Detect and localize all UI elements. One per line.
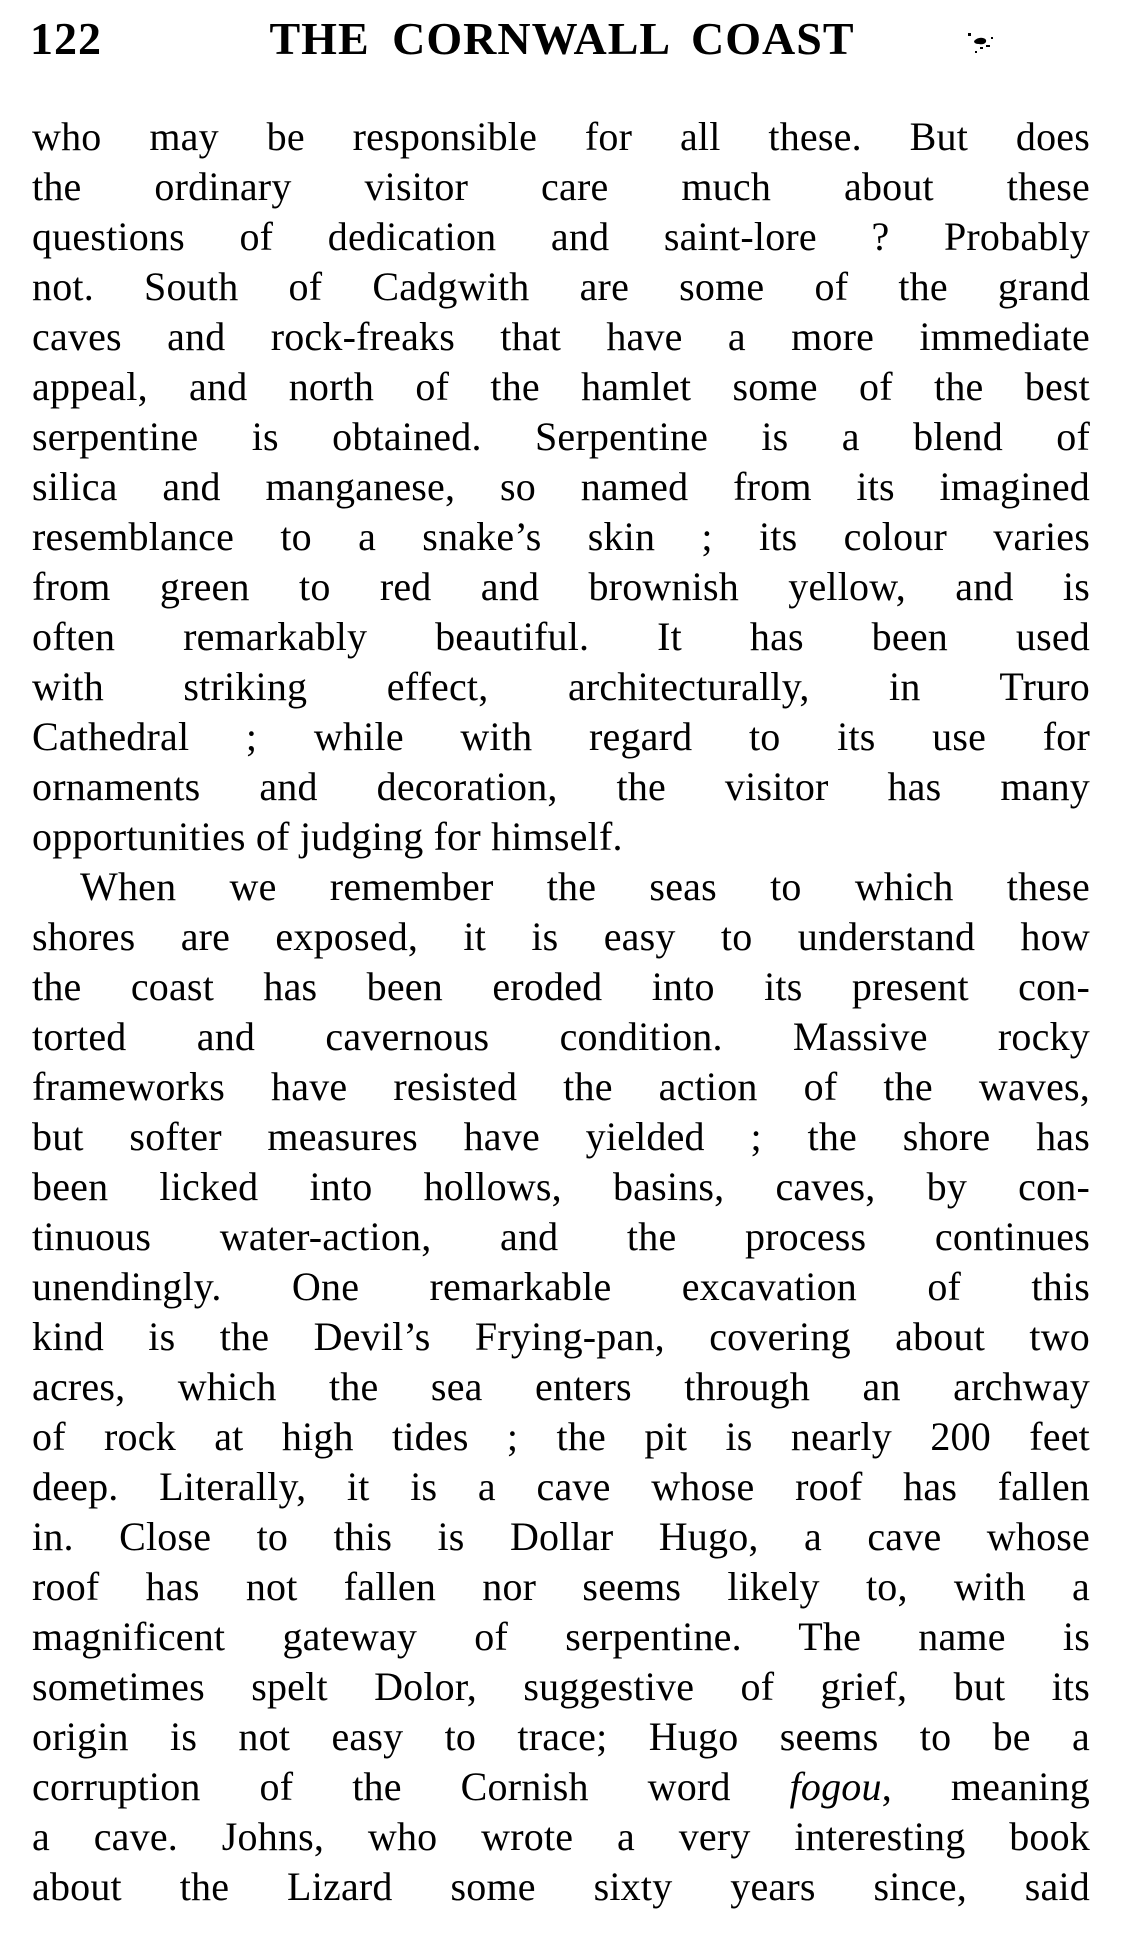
line-text: a cave. Johns, who wrote a very interesting book [32, 1814, 1090, 1859]
text-line [32, 1012, 1090, 1062]
line-text: magnificent gateway of serpentine. The name is [32, 1614, 1090, 1659]
line-text: opportunities of judging for himself. [32, 814, 623, 859]
line-text: with striking effect, architecturally, in Truro [32, 664, 1090, 709]
line-text: , meaning [881, 1764, 1090, 1809]
line-text: acres, which the sea enters through an archway [32, 1364, 1090, 1409]
line-text: frameworks have resisted the action of the waves, [32, 1064, 1090, 1109]
text-line [32, 212, 1090, 262]
text-line [32, 912, 1090, 962]
text-line [32, 562, 1090, 612]
text-line [32, 862, 1090, 912]
text-line [32, 1512, 1090, 1562]
line-text: often remarkably beautiful. It has been used [32, 614, 1090, 659]
line-text: serpentine is obtained. Serpentine is a blend of [32, 414, 1090, 459]
line-text: from green to red and brownish yellow, and is [32, 564, 1090, 609]
line-text: When we remember the seas to which these [80, 864, 1090, 909]
line-text: roof has not fallen nor seems likely to, with a [32, 1564, 1090, 1609]
line-text: the coast has been eroded into its present con- [32, 964, 1090, 1009]
text-line [32, 1562, 1090, 1612]
text-line [32, 362, 1090, 412]
text-line [32, 712, 1090, 762]
text-line [32, 662, 1090, 712]
line-text: shores are exposed, it is easy to understand how [32, 914, 1090, 959]
text-line [32, 1162, 1090, 1212]
line-text: origin is not easy to trace; Hugo seems to be a [32, 1714, 1090, 1759]
line-text: about the Lizard some sixty years since, said [32, 1864, 1090, 1909]
body-text [32, 112, 1090, 1912]
line-text: but softer measures have yielded ; the shore has [32, 1114, 1090, 1159]
line-text: unendingly. One remarkable excavation of this [32, 1264, 1090, 1309]
text-line [32, 1062, 1090, 1112]
page-number: 122 [30, 13, 102, 64]
line-text: in. Close to this is Dollar Hugo, a cave whose [32, 1514, 1090, 1559]
text-line [32, 1712, 1090, 1762]
text-line [32, 162, 1090, 212]
text-line [32, 1862, 1090, 1912]
text-line [32, 262, 1090, 312]
line-text: not. South of Cadgwith are some of the grand [32, 264, 1090, 309]
text-line [32, 1262, 1090, 1312]
line-text: kind is the Devil’s Frying-pan, covering about two [32, 1314, 1090, 1359]
text-line [32, 812, 1090, 862]
line-text: caves and rock-freaks that have a more immediate [32, 314, 1090, 359]
text-line [32, 1812, 1090, 1862]
line-text: tinuous water-action, and the process continues [32, 1214, 1090, 1259]
line-text: the ordinary visitor care much about these [32, 164, 1090, 209]
line-text: appeal, and north of the hamlet some of the best [32, 364, 1090, 409]
line-text: corruption of the Cornish word [32, 1764, 790, 1809]
text-line [32, 312, 1090, 362]
text-line [32, 512, 1090, 562]
line-text: sometimes spelt Dolor, suggestive of grief, but its [32, 1664, 1090, 1709]
text-line [32, 1462, 1090, 1512]
line-text: torted and cavernous condition. Massive rocky [32, 1014, 1090, 1059]
line-text: been licked into hollows, basins, caves, by con- [32, 1164, 1090, 1209]
line-text: resemblance to a snake’s skin ; its colour varies [32, 514, 1090, 559]
text-line [32, 762, 1090, 812]
line-text: deep. Literally, it is a cave whose roof has fallen [32, 1464, 1090, 1509]
line-text: of rock at high tides ; the pit is nearly 200 feet [32, 1414, 1090, 1459]
running-title: THE CORNWALL COAST [269, 13, 855, 64]
italic-word: fogou [789, 1764, 882, 1809]
text-line [32, 1762, 1090, 1812]
line-text: silica and manganese, so named from its imagined [32, 464, 1090, 509]
text-line [32, 1312, 1090, 1362]
line-text: ornaments and decoration, the visitor has many [32, 764, 1090, 809]
text-line [32, 1412, 1090, 1462]
line-text: questions of dedication and saint-lore ? Probably [32, 214, 1090, 259]
text-line [32, 112, 1090, 162]
text-line [32, 1612, 1090, 1662]
ink-smudge-artifact [960, 29, 996, 61]
text-line [32, 962, 1090, 1012]
page-header [0, 13, 1124, 67]
text-line [32, 612, 1090, 662]
text-line [32, 462, 1090, 512]
text-line [32, 412, 1090, 462]
line-text: Cathedral ; while with regard to its use for [32, 714, 1090, 759]
text-line [32, 1362, 1090, 1412]
line-text: who may be responsible for all these. But does [32, 114, 1090, 159]
text-line [32, 1662, 1090, 1712]
text-line [32, 1112, 1090, 1162]
text-line [32, 1212, 1090, 1262]
